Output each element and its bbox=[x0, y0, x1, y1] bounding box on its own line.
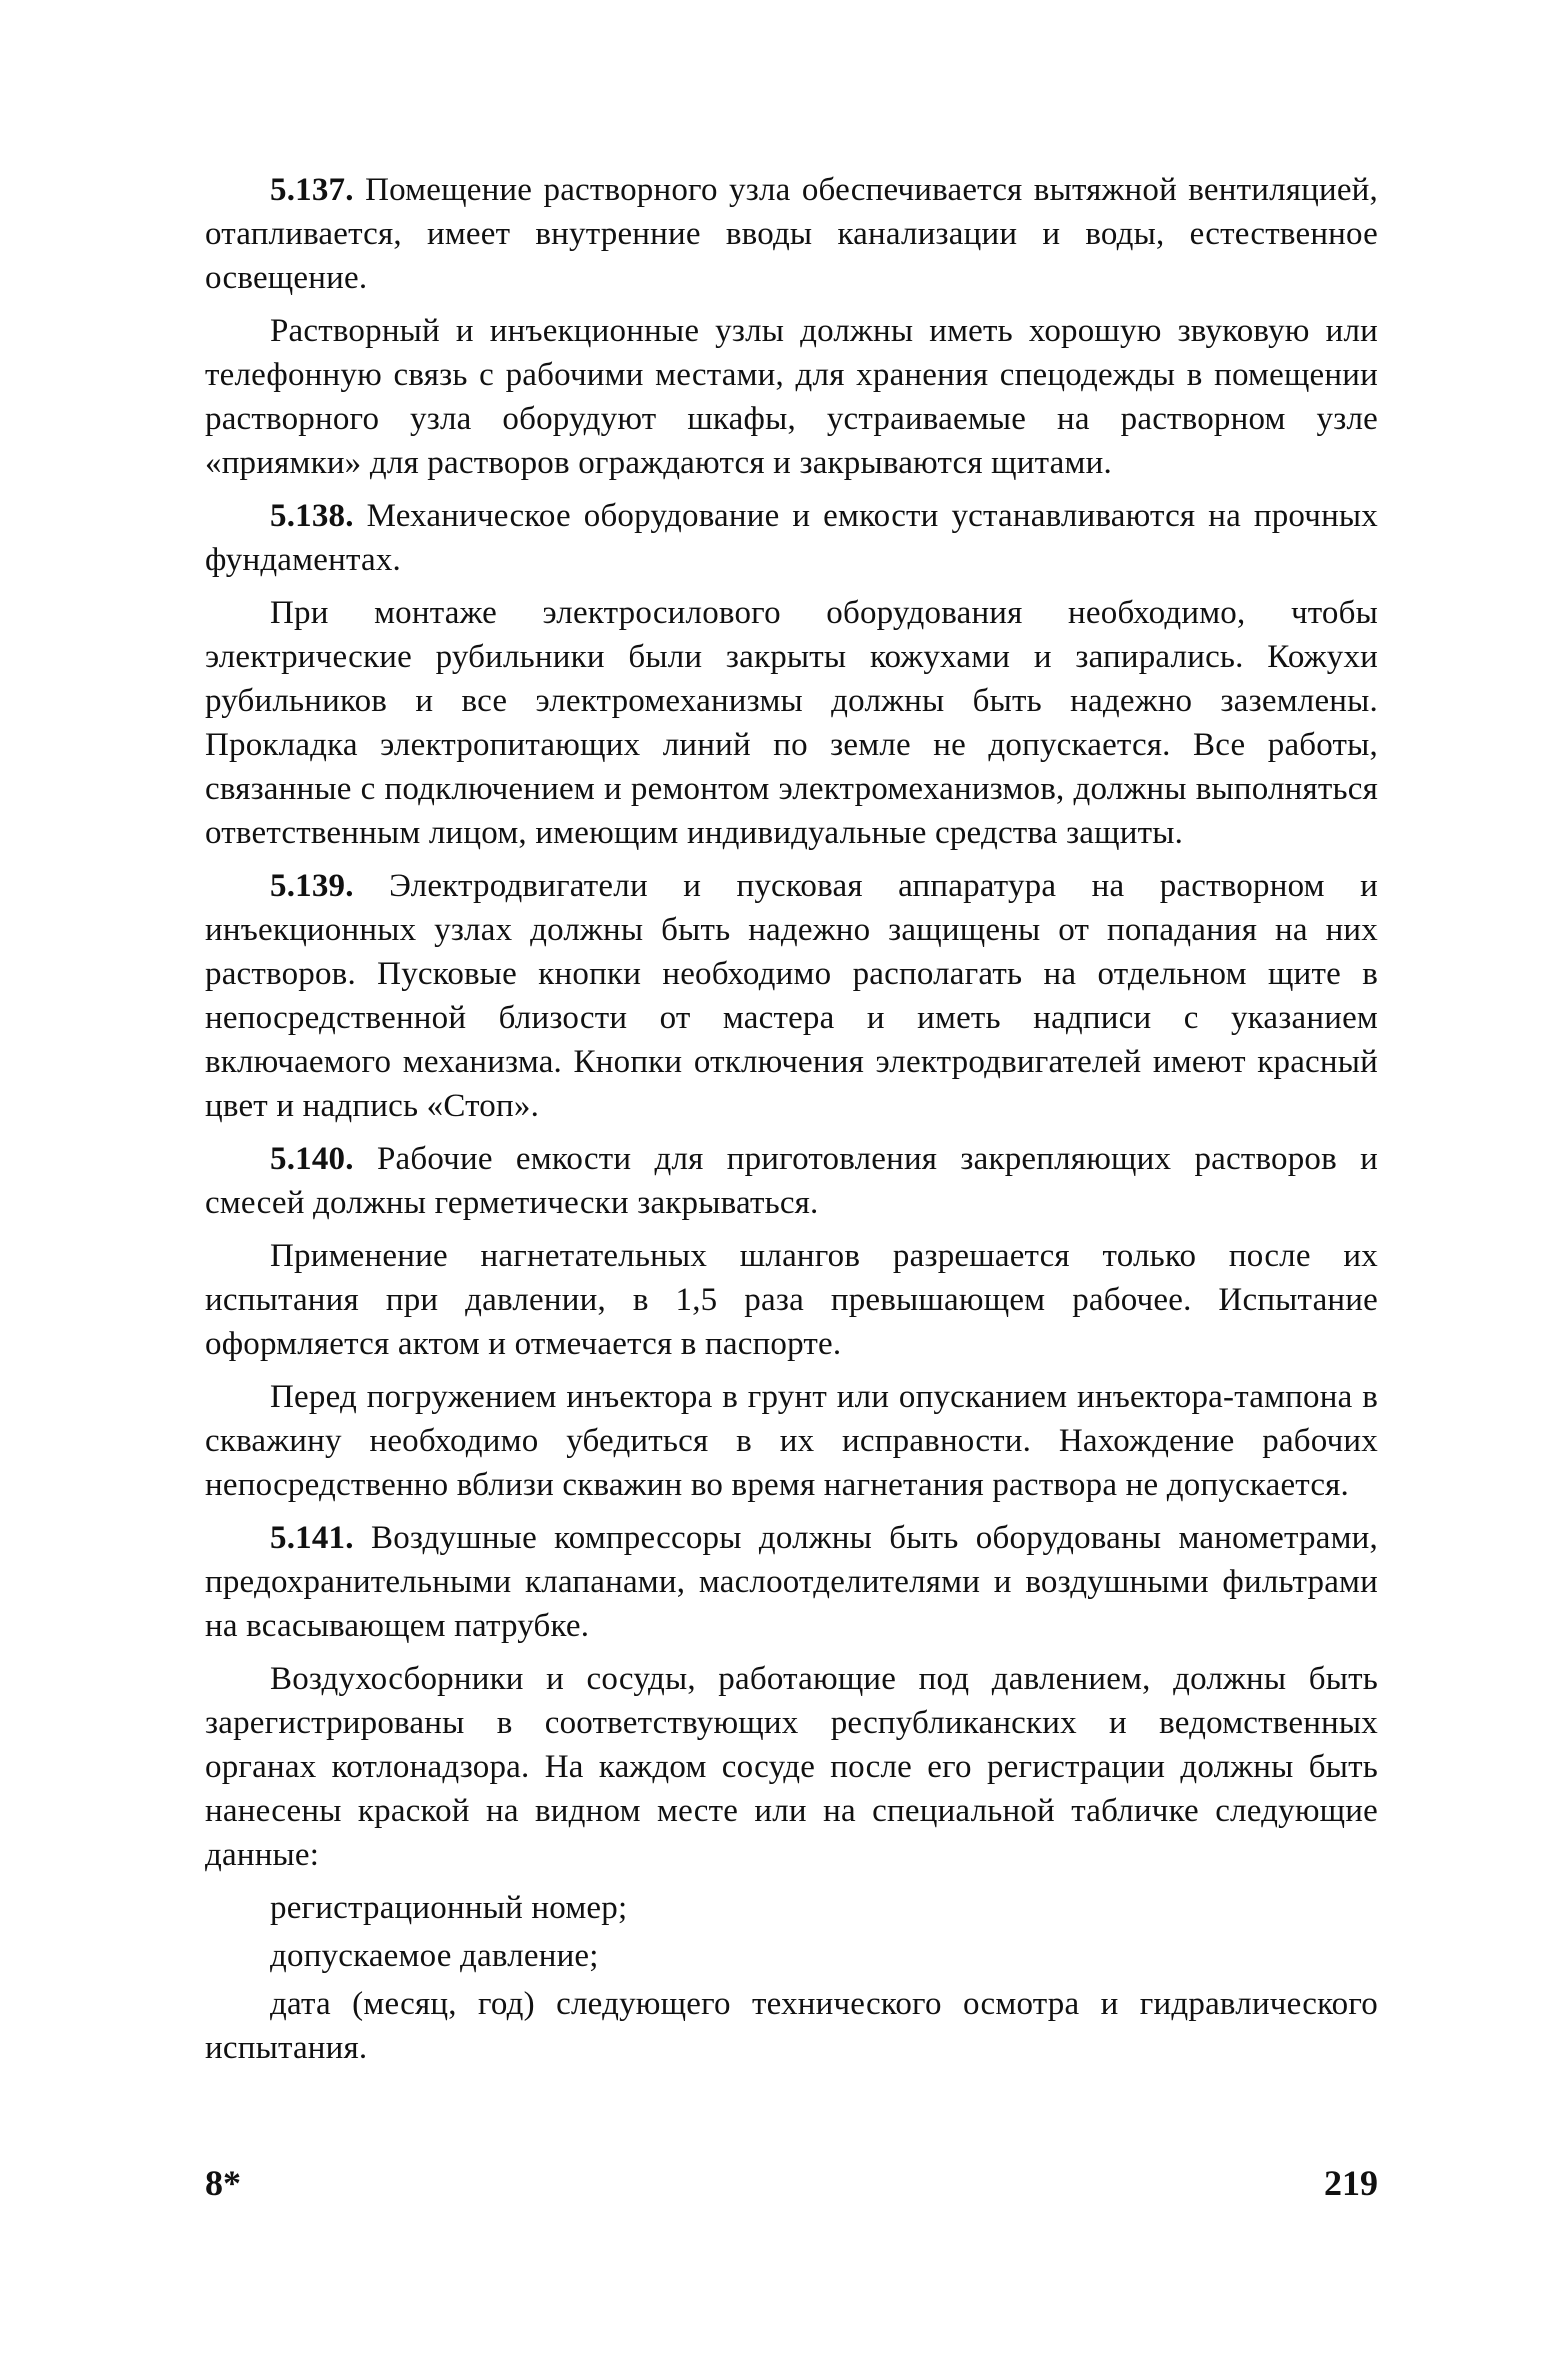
signature-mark: 8* bbox=[205, 2163, 241, 2203]
clause-number: 5.140. bbox=[270, 1141, 354, 1177]
list-item: допускаемое давление; bbox=[270, 1938, 599, 1974]
paragraph bbox=[205, 309, 1378, 485]
page-body bbox=[205, 168, 1378, 2074]
paragraph-text: Применение нагнетательных шлангов разрешается только после их испытания при давлении, в 1,5 раза превышающем рабочее. Испытание оформляется актом и отмечается в паспорте. bbox=[205, 1238, 1378, 1362]
paragraph-text: Перед погружением инъектора в грунт или опусканием инъектора-тампона в скважину необходимо убедиться в их исправности. Нахождение рабочих непосредственно вблизи скважин во время нагнетания раствора не допускается. bbox=[205, 1379, 1378, 1503]
paragraph-text: При монтаже электросилового оборудования необходимо, чтобы электрические рубильники были закрыты кожухами и запирались. Кожухи рубильников и все электромеханизмы должны быть надежно заземлены. Прокладка электропитающих линий по земле не допускается. Все работы, связанные с подключением и ремонтом электромеханизмов, должны выполняться ответственным лицом, имеющим индивидуальные средства защиты. bbox=[205, 595, 1378, 851]
clause-number: 5.138. bbox=[270, 498, 354, 534]
paragraph bbox=[205, 1375, 1378, 1507]
page-footer bbox=[205, 2162, 1378, 2212]
clause-number: 5.139. bbox=[270, 868, 354, 904]
paragraph-5-141 bbox=[205, 1516, 1378, 1648]
clause-number: 5.137. bbox=[270, 172, 354, 208]
paragraph-text: Механическое оборудование и емкости устанавливаются на прочных фундаментах. bbox=[205, 498, 1379, 578]
paragraph-5-140 bbox=[205, 1137, 1378, 1225]
list-item: регистрационный номер; bbox=[270, 1890, 628, 1926]
list-item: дата (месяц, год) следующего технического осмотра и гидравлического испытания. bbox=[205, 1986, 1378, 2066]
paragraph-text: Растворный и инъекционные узлы должны иметь хорошую звуковую или телефонную связь с рабочими местами, для хранения спецодежды в помещении растворного узла оборудуют шкафы, устраиваемые на растворном узле «приямки» для растворов ограждаются и закрываются щитами. bbox=[205, 313, 1378, 481]
paragraph bbox=[205, 1234, 1378, 1366]
paragraph-text: Электродвигатели и пусковая аппаратура на растворном и инъекционных узлах должны быть надежно защищены от попадания на них растворов. Пусковые кнопки необходимо располагать на отдельном щите в непосредственной близости от мастера и иметь надписи с указанием включаемого механизма. Кнопки отключения электродвигателей имеют красный цвет и надпись «Стоп». bbox=[205, 868, 1378, 1124]
paragraph-5-138 bbox=[205, 494, 1378, 582]
paragraph-text: Воздухосборники и сосуды, работающие под давлением, должны быть зарегистрированы в соответствующих республиканских и ведомственных органах котлонадзора. На каждом сосуде после его регистрации должны быть нанесены краской на видном месте или на специальной табличке следующие данные: bbox=[205, 1661, 1378, 1873]
paragraph-5-137 bbox=[205, 168, 1378, 300]
clause-number: 5.141. bbox=[270, 1520, 354, 1556]
paragraph bbox=[205, 591, 1378, 855]
paragraph-text: Рабочие емкости для приготовления закрепляющих растворов и смесей должны герметически закрываться. bbox=[205, 1141, 1378, 1221]
paragraph bbox=[205, 1657, 1378, 1877]
paragraph-text: Помещение растворного узла обеспечивается вытяжной вентиляцией, отапливается, имеет внутренние вводы канализации и воды, естественное освещение. bbox=[205, 172, 1378, 296]
paragraph-text: Воздушные компрессоры должны быть оборудованы манометрами, предохранительными клапанами, маслоотделителями и воздушными фильтрами на всасывающем патрубке. bbox=[205, 1520, 1378, 1644]
page-number: 219 bbox=[1324, 2163, 1378, 2203]
paragraph-5-139 bbox=[205, 864, 1378, 1128]
